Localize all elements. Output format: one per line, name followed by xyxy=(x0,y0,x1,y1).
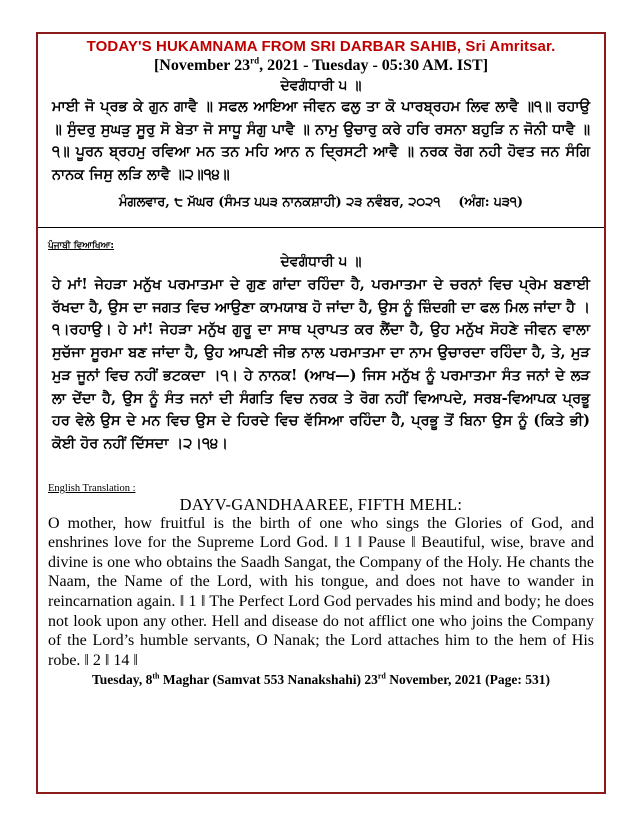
punjabi-explanation-label: ਪੰਜਾਬੀ ਵਿਆਖਿਆ: xyxy=(48,241,115,251)
punjabi-date-line xyxy=(48,193,594,213)
hukamnama-page-frame xyxy=(36,32,606,794)
explanation-raag-heading: ਦੇਵਗੰਧਾਰੀ ੫ ॥ xyxy=(280,254,362,270)
header-date xyxy=(48,56,594,75)
header-date-part1: [November 23 xyxy=(153,57,251,74)
english-date-a-suffix: th xyxy=(152,671,160,681)
english-date-line xyxy=(48,671,594,689)
ang-number: (ਅੰਗ: ੫੩੧) xyxy=(458,195,524,210)
english-translation-text: O mother, how fruitful is the birth of one who sings the Glories of God, and enshrines love for the Supreme Lord God. ‖ 1 ‖ Pause ‖ Beautiful, wise, brave and divine is one who obtains the Saadh Sangat, the Company of the Holy. He chants the Naam, the Name of the Lord, with his tongue, and does not have to wander in reincarnation again. ‖ 1 ‖ The Perfect Lord God pervades his mind and body; he does not look upon any other. Hell and disease do not afflict one who joins the Company of the Lord’s humble servants, O Nanak; the Lord attaches him to the hem of His robe. ‖ 2 ‖ 14 ‖ xyxy=(48,514,594,669)
english-date-b: Maghar (Samvat 553 Nanakshahi) 23 xyxy=(159,672,378,688)
section-divider xyxy=(38,227,604,228)
header-date-part2: , 2021 - Tuesday - 05:30 AM. IST] xyxy=(259,57,489,74)
english-date-b-suffix: rd xyxy=(377,671,386,681)
english-raag-heading: DAYV-GANDHAAREE, FIFTH MEHL: xyxy=(179,494,463,514)
english-translation-label: English Translation : xyxy=(48,482,136,494)
english-date-c: November, 2021 (Page: 531) xyxy=(385,672,550,688)
punjabi-date: ਮੰਗਲਵਾਰ, ੮ ਮੱਘਰ (ਸੰਮਤ ੫੫੩ ਨਾਨਕਸ਼ਾਹੀ) ੨੩ ਨਵੰਬਰ, ੨੦੨੧ xyxy=(118,195,441,210)
english-date-a: Tuesday, 8 xyxy=(92,672,153,688)
page-title: TODAY'S HUKAMNAMA FROM SRI DARBAR SAHIB, Sri Amritsar. xyxy=(86,38,556,55)
shabad-text: ਮਾਈ ਜੋ ਪ੍ਰਭ ਕੇ ਗੁਨ ਗਾਵੈ ॥ ਸਫਲ ਆਇਆ ਜੀਵਨ ਫਲੁ ਤਾ ਕੋ ਪਾਰਬ੍ਰਹਮ ਲਿਵ ਲਾਵੈ ॥੧॥ ਰਹਾਉ ॥ ਸੁੰਦਰੁ ਸੁਘੜੁ ਸੂਰੁ ਸੋ ਬੇਤਾ ਜੋ ਸਾਧੂ ਸੰਗੁ ਪਾਵੈ ॥ ਨਾਮੁ ਉਚਾਰੁ ਕਰੇ ਹਰਿ ਰਸਨਾ ਬਹੁੜਿ ਨ ਜੋਨੀ ਧਾਵੈ ॥੧॥ ਪੂਰਨ ਬ੍ਰਹਮੁ ਰਵਿਆ ਮਨ ਤਨ ਮਹਿ ਆਨ ਨ ਦ੍ਰਿਸਟੀ ਆਵੈ ॥ ਨਰਕ ਰੋਗ ਨਹੀ ਹੋਵਤ ਜਨ ਸੰਗਿ ਨਾਨਕ ਜਿਸੁ ਲੜਿ ਲਾਵੈ ॥੨॥੧੪॥ xyxy=(52,98,590,183)
header-date-suffix: rd xyxy=(250,55,260,66)
shabad-raag-heading: ਦੇਵਗੰਧਾਰੀ ੫ ॥ xyxy=(280,78,362,94)
punjabi-explanation-text: ਹੇ ਮਾਂ! ਜੇਹੜਾ ਮਨੁੱਖ ਪਰਮਾਤਮਾ ਦੇ ਗੁਣ ਗਾਂਦਾ ਰਹਿੰਦਾ ਹੈ, ਪਰਮਾਤਮਾ ਦੇ ਚਰਨਾਂ ਵਿਚ ਪ੍ਰੇਮ ਬਣਾਈ ਰੱਖਦਾ ਹੈ, ਉਸ ਦਾ ਜਗਤ ਵਿਚ ਆਉਣਾ ਕਾਮਯਾਬ ਹੋ ਜਾਂਦਾ ਹੈ, ਉਸ ਨੂੰ ਜ਼ਿੰਦਗੀ ਦਾ ਫਲ ਮਿਲ ਜਾਂਦਾ ਹੈ ।੧।ਰਹਾਉ। ਹੇ ਮਾਂ! ਜੇਹੜਾ ਮਨੁੱਖ ਗੁਰੂ ਦਾ ਸਾਥ ਪ੍ਰਾਪਤ ਕਰ ਲੈਂਦਾ ਹੈ, ਉਹ ਮਨੁੱਖ ਸੋਹਣੇ ਜੀਵਨ ਵਾਲਾ ਸੁਚੱਜਾ ਸੂਰਮਾ ਬਣ ਜਾਂਦਾ ਹੈ, ਉਹ ਆਪਣੀ ਜੀਭ ਨਾਲ ਪਰਮਾਤਮਾ ਦਾ ਨਾਮ ਉਚਾਰਦਾ ਰਹਿੰਦਾ ਹੈ, ਤੇ, ਮੁੜ ਮੁੜ ਜੂਨਾਂ ਵਿਚ ਨਹੀਂ ਭਟਕਦਾ ।੧। ਹੇ ਨਾਨਕ! (ਆਖ—) ਜਿਸ ਮਨੁੱਖ ਨੂੰ ਪਰਮਾਤਮਾ ਸੰਤ ਜਨਾਂ ਦੇ ਲੜ ਲਾ ਦੇਂਦਾ ਹੈ, ਉਸ ਨੂੰ ਸੰਤ ਜਨਾਂ ਦੀ ਸੰਗਤਿ ਵਿਚ ਨਰਕ ਤੇ ਰੋਗ ਨਹੀਂ ਵਿਆਪਦੇ, ਸਰਬ-ਵਿਆਪਕ ਪ੍ਰਭੂ ਹਰ ਵੇਲੇ ਉਸ ਦੇ ਮਨ ਵਿਚ ਉਸ ਦੇ ਹਿਰਦੇ ਵਿਚ ਵੱਸਿਆ ਰਹਿੰਦਾ ਹੈ, ਪ੍ਰਭੂ ਤੋਂ ਬਿਨਾ ਉਸ ਨੂੰ (ਕਿਤੇ ਭੀ) ਕੋਈ ਹੋਰ ਨਹੀਂ ਦਿੱਸਦਾ ।੨।੧੪। xyxy=(52,276,590,452)
